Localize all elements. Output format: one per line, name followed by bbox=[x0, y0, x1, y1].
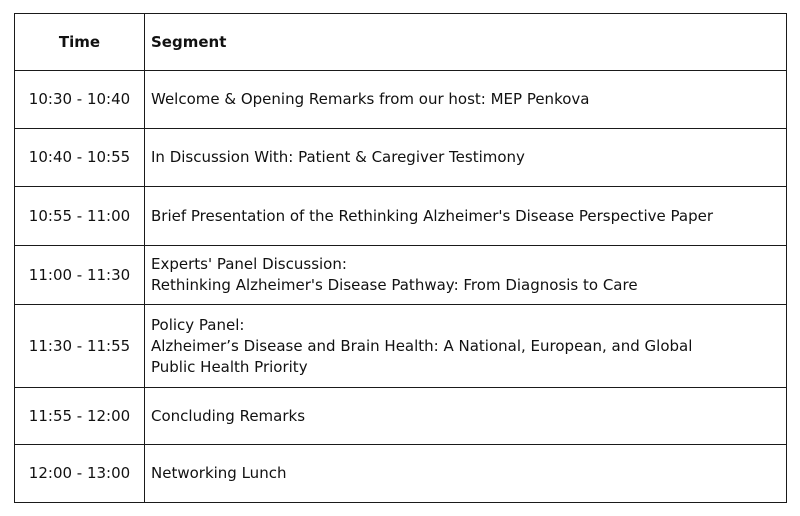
table-row bbox=[15, 388, 787, 445]
segment-cell bbox=[145, 388, 787, 445]
time-cell: 10:40 - 10:55 bbox=[15, 129, 145, 187]
table-row bbox=[15, 445, 787, 503]
segment-line: Public Health Priority bbox=[151, 357, 308, 376]
segment-line: Experts' Panel Discussion: bbox=[151, 255, 347, 273]
segment-line: Policy Panel: bbox=[151, 315, 245, 334]
segment-cell bbox=[145, 246, 787, 305]
segment-line: Welcome & Opening Remarks from our host: MEP Penkova bbox=[151, 90, 590, 108]
time-cell: 10:30 - 10:40 bbox=[15, 71, 145, 129]
table-row bbox=[15, 246, 787, 305]
time-cell: 12:00 - 13:00 bbox=[15, 445, 145, 503]
table-row bbox=[15, 71, 787, 129]
segment-cell bbox=[145, 305, 787, 388]
column-header-time: Time bbox=[15, 14, 145, 71]
table-row bbox=[15, 129, 787, 187]
time-cell: 11:00 - 11:30 bbox=[15, 246, 145, 305]
segment-line: Concluding Remarks bbox=[151, 406, 306, 425]
time-cell: 10:55 - 11:00 bbox=[15, 187, 145, 246]
segment-line: Rethinking Alzheimer's Disease Pathway: From Diagnosis to Care bbox=[151, 276, 638, 294]
table-row bbox=[15, 187, 787, 246]
segment-cell bbox=[145, 71, 787, 129]
table-row bbox=[15, 305, 787, 388]
time-cell: 11:30 - 11:55 bbox=[15, 305, 145, 388]
header-row bbox=[15, 14, 787, 71]
column-header-segment: Segment bbox=[145, 14, 787, 71]
time-cell: 11:55 - 12:00 bbox=[15, 388, 145, 445]
segment-line: Alzheimer’s Disease and Brain Health: A National, European, and Global bbox=[151, 336, 693, 355]
segment-line: Networking Lunch bbox=[151, 464, 287, 482]
segment-cell bbox=[145, 187, 787, 246]
segment-cell bbox=[145, 445, 787, 503]
segment-line: Brief Presentation of the Rethinking Alzheimer's Disease Perspective Paper bbox=[151, 206, 713, 225]
segment-cell bbox=[145, 129, 787, 187]
agenda-table bbox=[14, 13, 787, 503]
segment-line: In Discussion With: Patient & Caregiver Testimony bbox=[151, 148, 525, 166]
